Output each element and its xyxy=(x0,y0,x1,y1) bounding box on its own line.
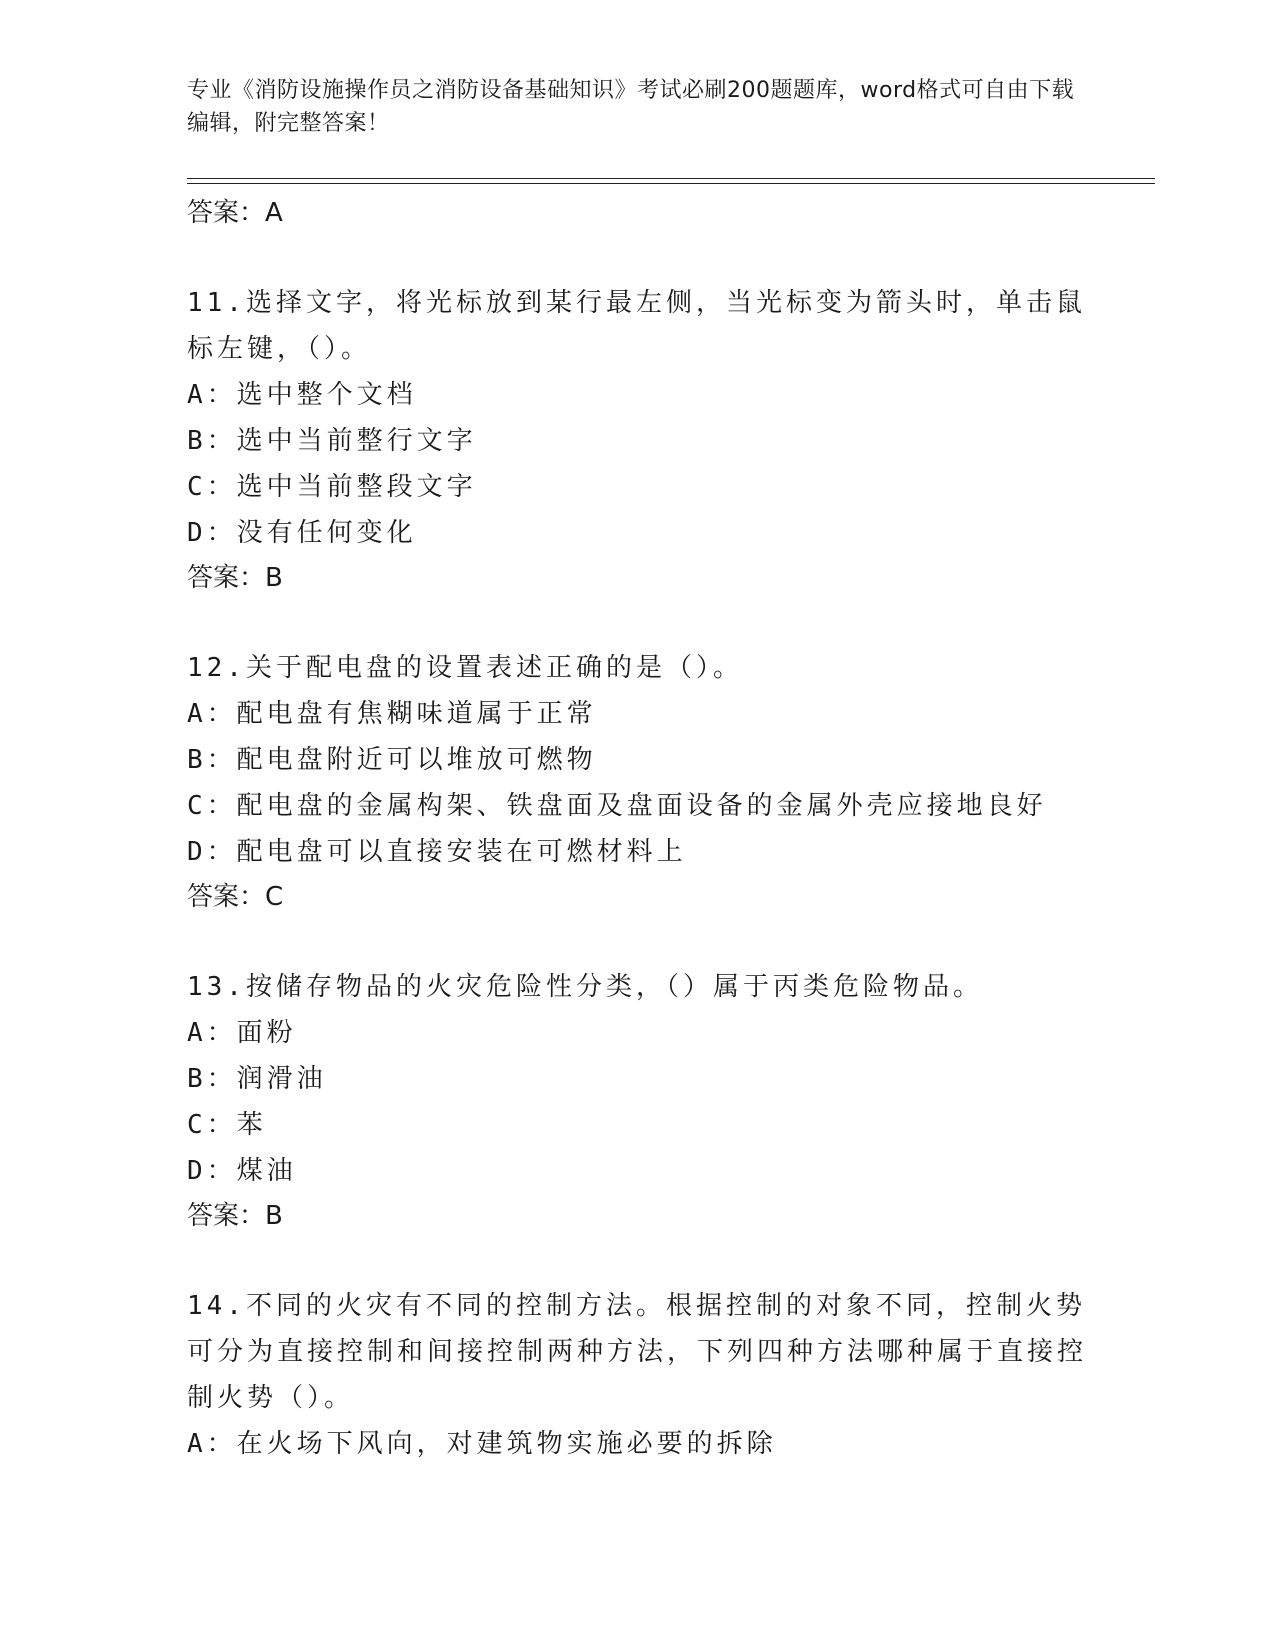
question-item xyxy=(187,964,1087,1238)
question-list xyxy=(187,280,1087,1512)
question-stem: 12.关于配电盘的设置表述正确的是（）。 xyxy=(187,653,743,683)
option-b: B：选中当前整行文字 xyxy=(187,426,477,456)
question-item xyxy=(187,1283,1087,1467)
option-a: A：配电盘有焦糊味道属于正常 xyxy=(187,699,597,729)
option-a: A：选中整个文档 xyxy=(187,380,417,410)
option-d: D：配电盘可以直接安装在可燃材料上 xyxy=(187,837,687,867)
answer-label: 答案：B xyxy=(187,1201,283,1231)
option-c: C：配电盘的金属构架、铁盘面及盘面设备的金属外壳应接地良好 xyxy=(187,791,1047,821)
question-stem: 13.按储存物品的火灾危险性分类，（）属于丙类危险物品。 xyxy=(187,972,983,1002)
question-stem: 14.不同的火灾有不同的控制方法。根据控制的对象不同，控制火势可分为直接控制和间接控制两种方法，下列四种方法哪种属于直接控制火势（）。 xyxy=(187,1291,1088,1413)
answer-label: 答案：C xyxy=(187,882,284,912)
option-a: A：面粉 xyxy=(187,1018,297,1048)
document-header: 专业《消防设施操作员之消防设备基础知识》考试必刷200题题库，word格式可自由下载编辑，附完整答案！ xyxy=(187,78,1075,136)
option-b: B：润滑油 xyxy=(187,1064,327,1094)
question-stem: 11.选择文字，将光标放到某行最左侧，当光标变为箭头时，单击鼠标左键，（）。 xyxy=(187,288,1086,364)
header-divider-top xyxy=(187,178,1155,179)
option-c: C：苯 xyxy=(187,1110,267,1140)
question-item xyxy=(187,645,1087,919)
answer-label: 答案：A xyxy=(187,198,283,228)
answer-label: 答案：B xyxy=(187,563,283,593)
option-c: C：选中当前整段文字 xyxy=(187,472,477,502)
header-divider-bottom xyxy=(187,183,1155,184)
option-d: D：煤油 xyxy=(187,1156,297,1186)
option-a: A：在火场下风向，对建筑物实施必要的拆除 xyxy=(187,1429,777,1459)
option-b: B：配电盘附近可以堆放可燃物 xyxy=(187,745,597,775)
option-d: D：没有任何变化 xyxy=(187,518,417,548)
question-item xyxy=(187,280,1087,600)
